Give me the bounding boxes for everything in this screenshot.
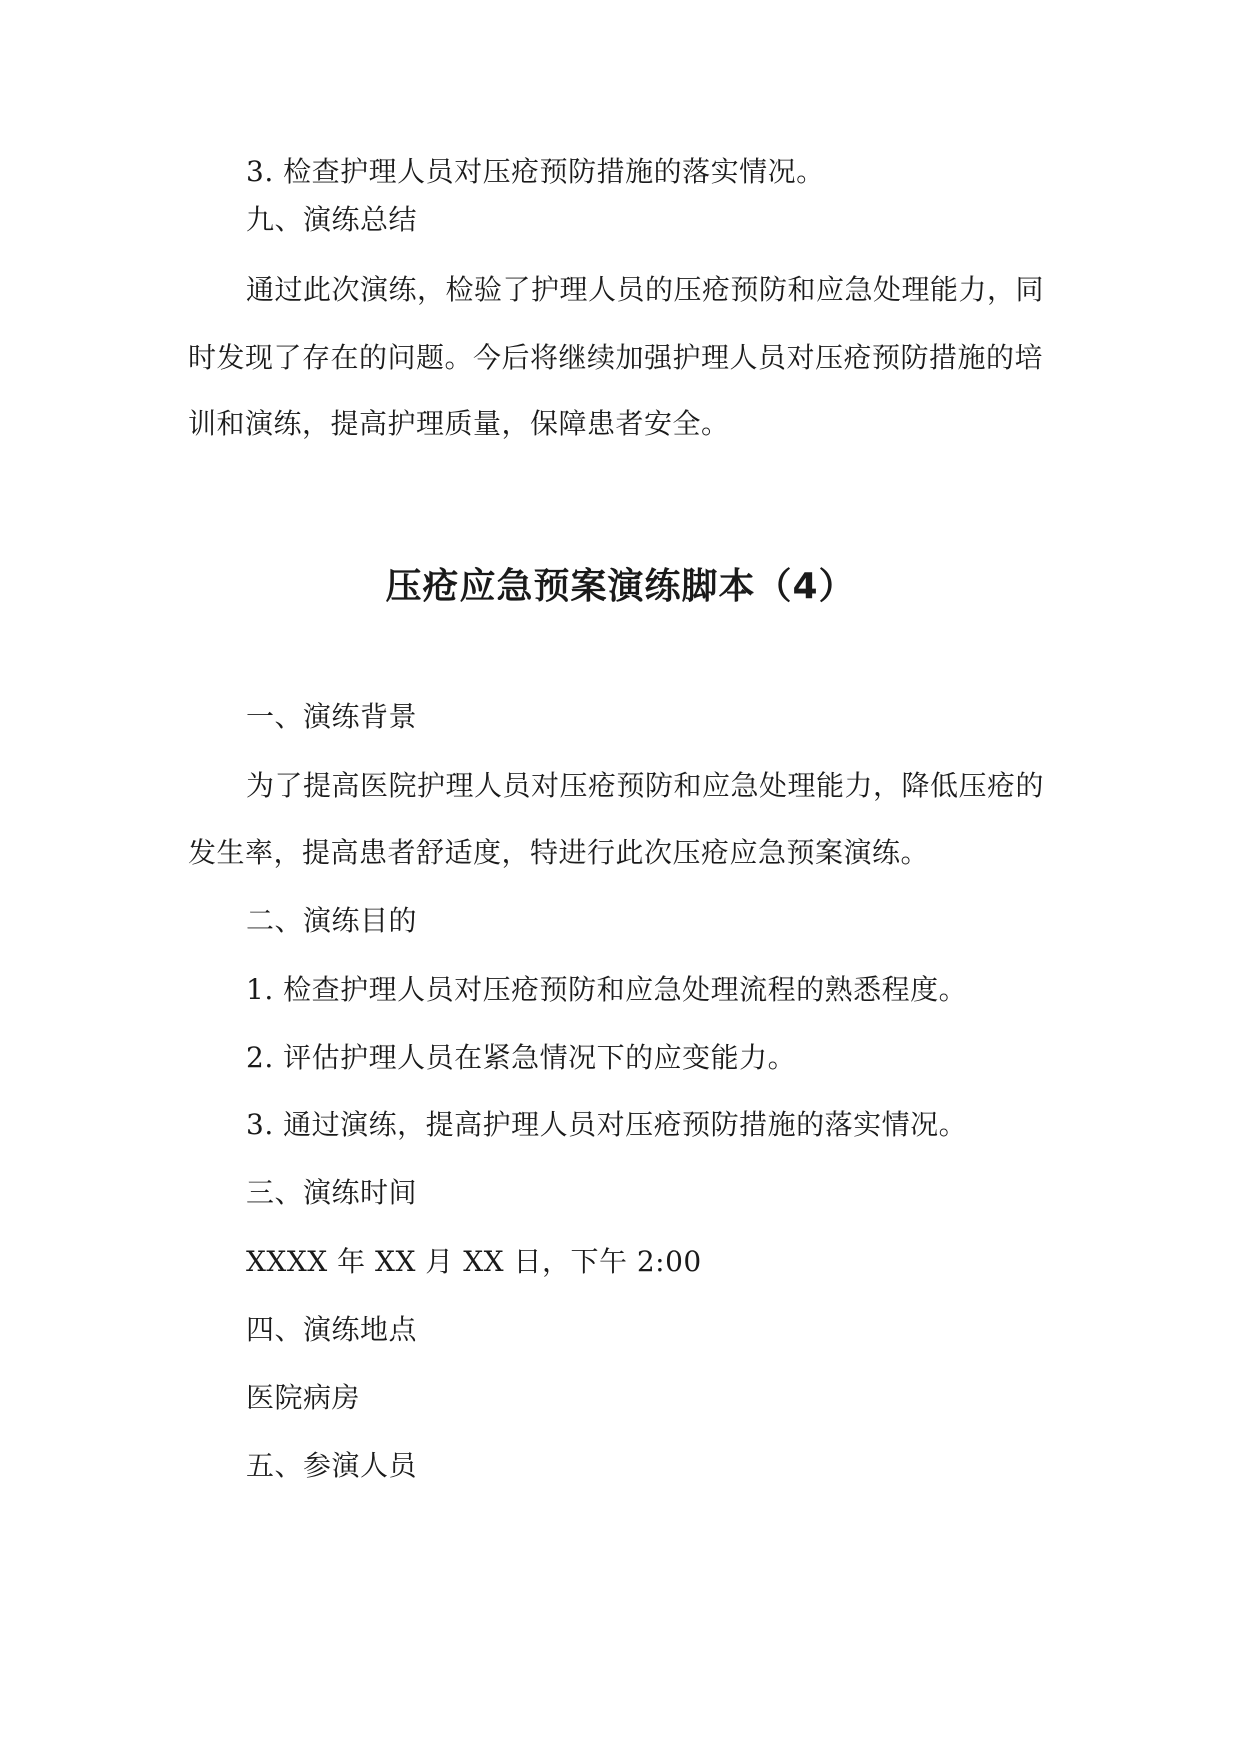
goal-item-2: 2. 评估护理人员在紧急情况下的应变能力。 bbox=[246, 1041, 797, 1074]
background-paragraph-line-1: 为了提高医院护理人员对压疮预防和应急处理能力，降低压疮的 bbox=[246, 769, 1045, 802]
section-heading-background: 一、演练背景 bbox=[246, 700, 418, 733]
goal-item-3-prev: 3. 检查护理人员对压疮预防措施的落实情况。 bbox=[246, 155, 825, 188]
section-heading-summary: 九、演练总结 bbox=[246, 203, 418, 236]
document-title: 压疮应急预案演练脚本（4） bbox=[385, 566, 856, 607]
section-heading-location: 四、演练地点 bbox=[246, 1313, 418, 1346]
goal-item-3: 3. 通过演练，提高护理人员对压疮预防措施的落实情况。 bbox=[246, 1108, 968, 1141]
summary-paragraph-line-2: 时发现了存在的问题。今后将继续加强护理人员对压疮预防措施的培 bbox=[188, 341, 1044, 374]
section-heading-participants: 五、参演人员 bbox=[246, 1449, 418, 1482]
background-paragraph-line-2: 发生率，提高患者舒适度，特进行此次压疮应急预案演练。 bbox=[188, 836, 930, 869]
location-value: 医院病房 bbox=[246, 1381, 361, 1414]
summary-paragraph-line-1: 通过此次演练，检验了护理人员的压疮预防和应急处理能力，同 bbox=[246, 273, 1045, 306]
summary-paragraph-line-3: 训和演练，提高护理质量，保障患者安全。 bbox=[188, 407, 730, 440]
goal-item-1: 1. 检查护理人员对压疮预防和应急处理流程的熟悉程度。 bbox=[246, 973, 968, 1006]
section-heading-time: 三、演练时间 bbox=[246, 1176, 418, 1209]
section-heading-purpose: 二、演练目的 bbox=[246, 904, 418, 937]
time-value: XXXX 年 XX 月 XX 日，下午 2:00 bbox=[246, 1245, 702, 1278]
